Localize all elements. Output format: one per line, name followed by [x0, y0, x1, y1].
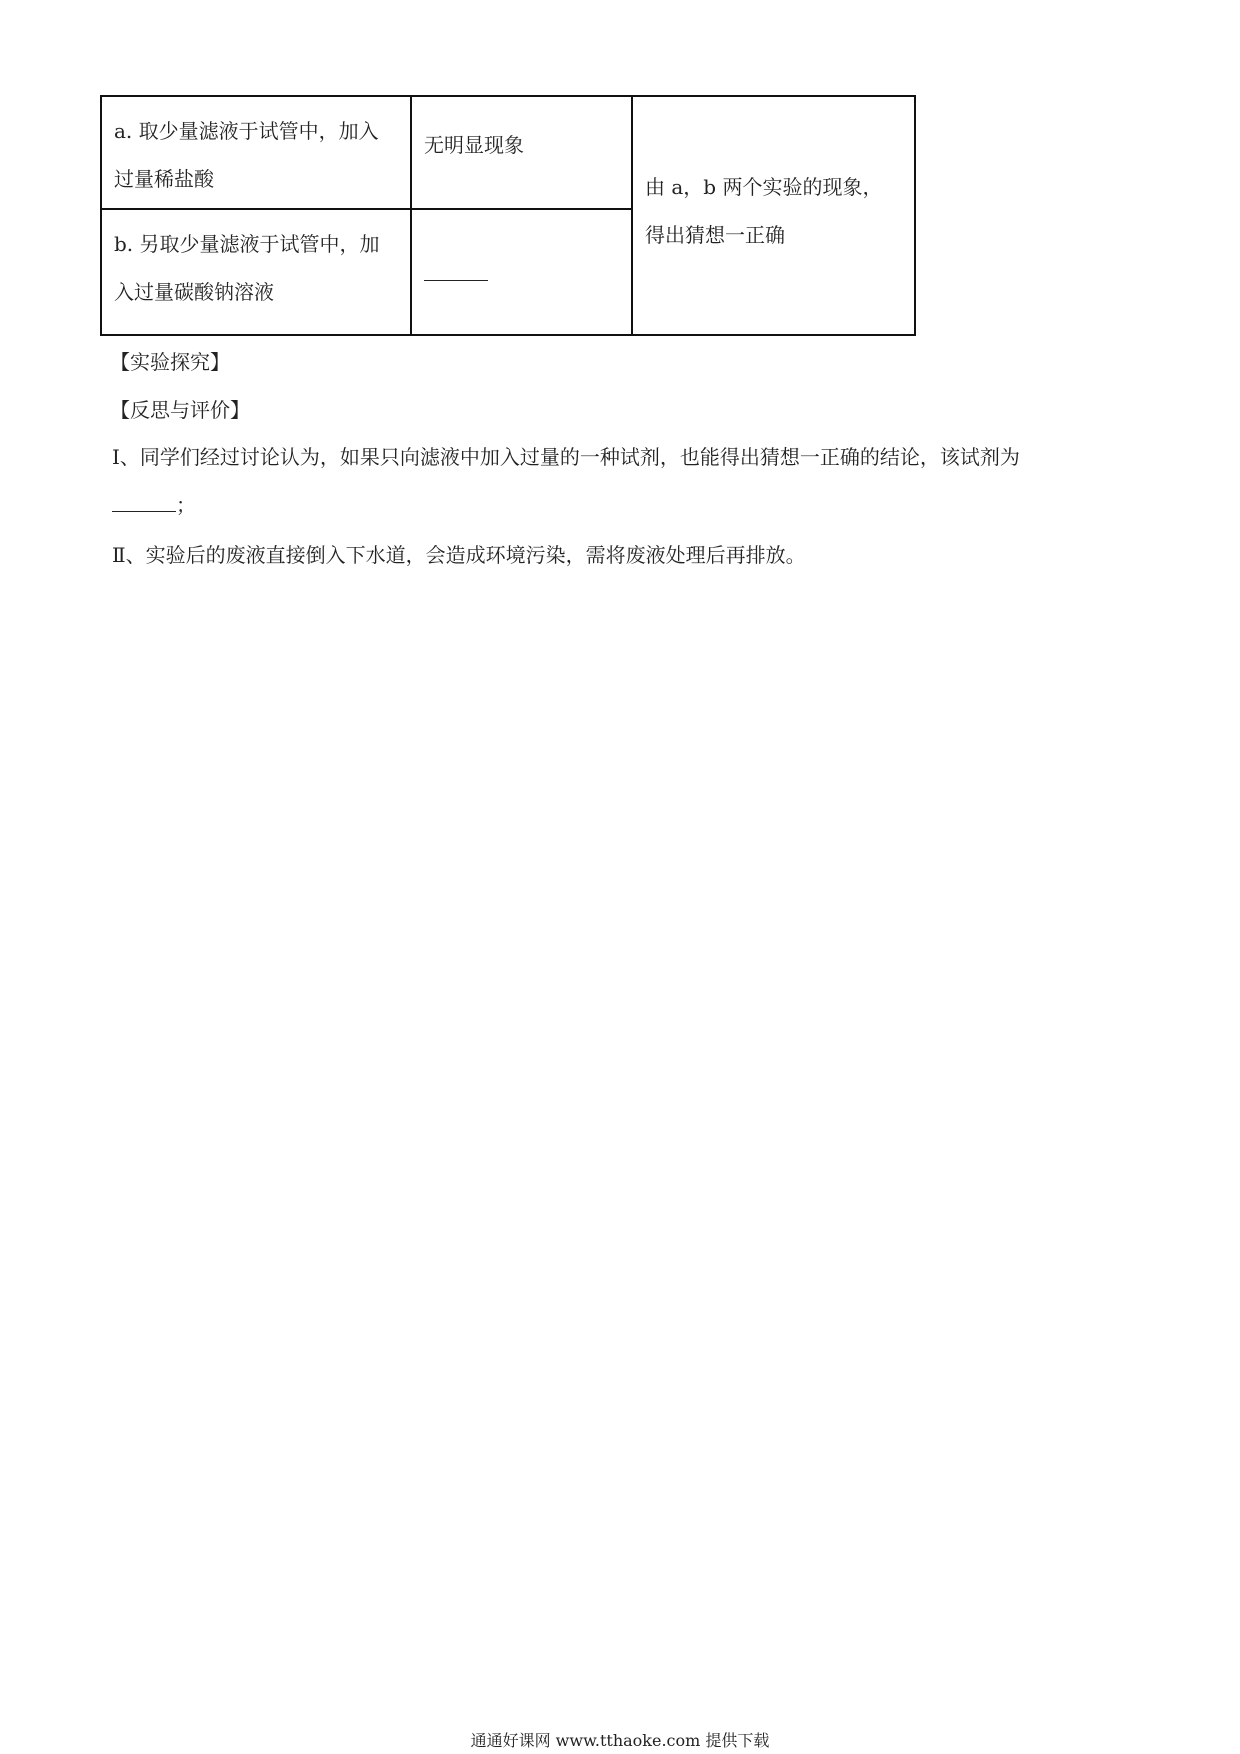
step-cell [101, 96, 411, 209]
question-1-end: ； [176, 493, 196, 517]
page-footer: 通通好课网 www.tthaoke.com 提供下载 [470, 1731, 770, 1750]
answer-blank[interactable] [112, 485, 176, 512]
phenomenon-cell [411, 96, 632, 209]
reflection-section-title: 【反思与评价】 [110, 398, 250, 422]
answer-blank[interactable] [424, 254, 488, 281]
step-text: a. 取少量滤液于试管中，加入过量稀盐酸 [114, 119, 379, 191]
experiment-section-title: 【实验探究】 [110, 350, 230, 374]
experiment-table [100, 95, 916, 336]
conclusion-cell [632, 96, 915, 335]
question-2: Ⅱ、实验后的废液直接倒入下水道，会造成环境污染，需将废液处理后再排放。 [112, 543, 806, 567]
conclusion-text: 由 a，b 两个实验的现象，得出猜想一正确 [645, 175, 883, 247]
phenomenon-answer-blank[interactable] [412, 210, 631, 298]
step-text: b. 另取少量滤液于试管中，加入过量碳酸钠溶液 [114, 232, 380, 304]
step-cell [101, 209, 411, 335]
table-row [101, 96, 915, 209]
question-1 [112, 433, 1122, 529]
phenomenon-cell [411, 209, 632, 335]
phenomenon-text: 无明显现象 [424, 133, 524, 157]
question-1-text: Ⅰ、同学们经过讨论认为，如果只向滤液中加入过量的一种试剂，也能得出猜想一正确的结论，该试剂为 [112, 445, 1020, 469]
